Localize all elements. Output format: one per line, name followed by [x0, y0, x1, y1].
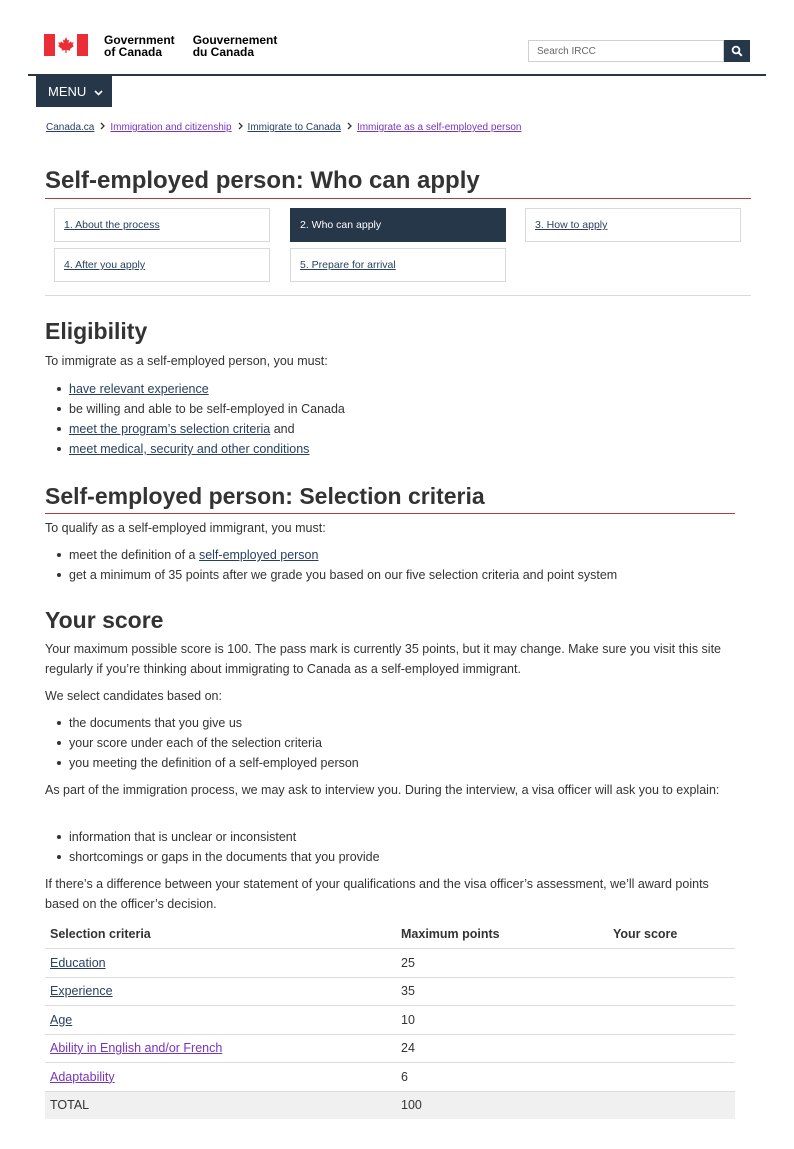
signature-french: Gouvernement du Canada: [192, 33, 278, 59]
column-header: Maximum points: [401, 927, 500, 941]
score-paragraph-1: Your maximum possible score is 100. The pass mark is currently 35 points, but it may change. Make sure you visit this site regularly if you’re thinking about immigrating to Canada as a self-employed immigrant.: [45, 642, 721, 676]
total-points: 100: [401, 1098, 422, 1113]
score-paragraph-2: We select candidates based on:: [45, 689, 222, 703]
chevron-right-icon: [238, 122, 243, 133]
breadcrumb-canada-ca[interactable]: Canada.ca: [46, 122, 95, 133]
relevant-experience-link[interactable]: have relevant experience: [69, 382, 209, 396]
search-form: [528, 40, 750, 62]
score-paragraph-3: As part of the immigration process, we may ask to interview you. During the interview, a visa officer will ask you to explain:: [45, 783, 720, 797]
list-item: shortcomings or gaps in the documents that you provide: [45, 847, 380, 867]
step-tab-how-to-apply[interactable]: 3. How to apply: [525, 208, 741, 242]
search-button[interactable]: [724, 40, 750, 62]
max-points-cell: 35: [401, 984, 415, 999]
selection-criteria-table: [45, 920, 735, 1119]
table-row: [45, 978, 735, 1007]
step-tab-after-apply[interactable]: 4. After you apply: [54, 248, 270, 282]
eligibility-intro: To immigrate as a self-employed person, you must:: [45, 354, 328, 368]
table-row: [45, 949, 735, 978]
step-tab-who-can-apply[interactable]: 2. Who can apply: [290, 208, 506, 242]
interview-list: [45, 827, 380, 867]
max-points-cell: 24: [401, 1041, 415, 1056]
experience-link[interactable]: Experience: [50, 984, 113, 999]
government-signature[interactable]: [44, 34, 277, 58]
education-link[interactable]: Education: [50, 955, 106, 970]
selection-criteria-link[interactable]: meet the program’s selection criteria: [69, 422, 271, 436]
breadcrumb: [46, 122, 521, 133]
list-item: get a minimum of 35 points after we grade you based on our five selection criteria and point system: [45, 565, 617, 585]
eligibility-heading: Eligibility: [45, 318, 148, 344]
max-points-cell: 6: [401, 1069, 408, 1084]
step-tab-about[interactable]: 1. About the process: [54, 208, 270, 242]
list-item: be willing and able to be self-employed in Canada: [45, 399, 345, 419]
canada-flag-icon: [44, 34, 88, 56]
candidate-basis-list: [45, 713, 359, 773]
score-paragraph-4: If there’s a difference between your statement of your qualifications and the visa officer’s assessment, we’ll award points based on the officer’s decision.: [45, 877, 709, 911]
selection-criteria-heading: Self-employed person: Selection criteria: [45, 483, 485, 509]
search-input[interactable]: Search IRCC: [528, 40, 724, 62]
list-item: information that is unclear or inconsistent: [45, 827, 380, 847]
selection-heading-underline: [45, 513, 735, 514]
table-row: [45, 1063, 735, 1092]
adaptability-link[interactable]: Adaptability: [50, 1069, 115, 1084]
max-points-cell: 25: [401, 955, 415, 970]
column-header: Your score: [613, 927, 678, 941]
list-item: meet the definition of a self-employed person: [45, 545, 617, 565]
breadcrumb-immigration[interactable]: Immigration and citizenship: [110, 122, 232, 133]
list-item: [45, 439, 345, 459]
language-ability-link[interactable]: Ability in English and/or French: [50, 1041, 223, 1056]
chevron-down-icon: [94, 76, 103, 107]
list-item: your score under each of the selection criteria: [45, 733, 359, 753]
title-underline: [45, 198, 751, 199]
menu-button[interactable]: [36, 76, 112, 107]
total-label: TOTAL: [50, 1098, 90, 1113]
list-item: you meeting the definition of a self-employed person: [45, 753, 359, 773]
table-row: [45, 1035, 735, 1064]
list-item: the documents that you give us: [45, 713, 359, 733]
breadcrumb-immigrate-to-canada[interactable]: Immigrate to Canada: [247, 122, 341, 133]
site-header: [0, 0, 794, 76]
max-points-cell: 10: [401, 1012, 415, 1027]
menu-label: MENU: [48, 84, 87, 99]
table-total-row: [45, 1092, 735, 1120]
table-header-row: [45, 920, 735, 949]
list-item: [45, 379, 345, 399]
steps-divider: [45, 295, 751, 296]
table-row: [45, 1006, 735, 1035]
breadcrumb-self-employed[interactable]: Immigrate as a self-employed person: [356, 122, 522, 133]
eligibility-list: [45, 379, 345, 459]
column-header: Selection criteria: [50, 927, 151, 941]
your-score-heading: Your score: [45, 607, 164, 633]
list-item: meet the program’s selection criteria and: [45, 419, 345, 439]
self-employed-person-link[interactable]: self-employed person: [198, 548, 319, 562]
search-icon: [731, 45, 743, 57]
selection-list: [45, 545, 617, 585]
medical-security-link[interactable]: meet medical, security and other conditions: [69, 442, 310, 456]
chevron-right-icon: [100, 122, 105, 133]
age-link[interactable]: Age: [50, 1012, 73, 1027]
selection-intro: To qualify as a self-employed immigrant, you must:: [45, 521, 326, 535]
page-title: Self-employed person: Who can apply: [45, 167, 480, 194]
step-tab-prepare-arrival[interactable]: 5. Prepare for arrival: [290, 248, 506, 282]
header-divider: [28, 74, 766, 76]
signature-english: Government of Canada: [104, 33, 175, 59]
chevron-right-icon: [347, 122, 352, 133]
